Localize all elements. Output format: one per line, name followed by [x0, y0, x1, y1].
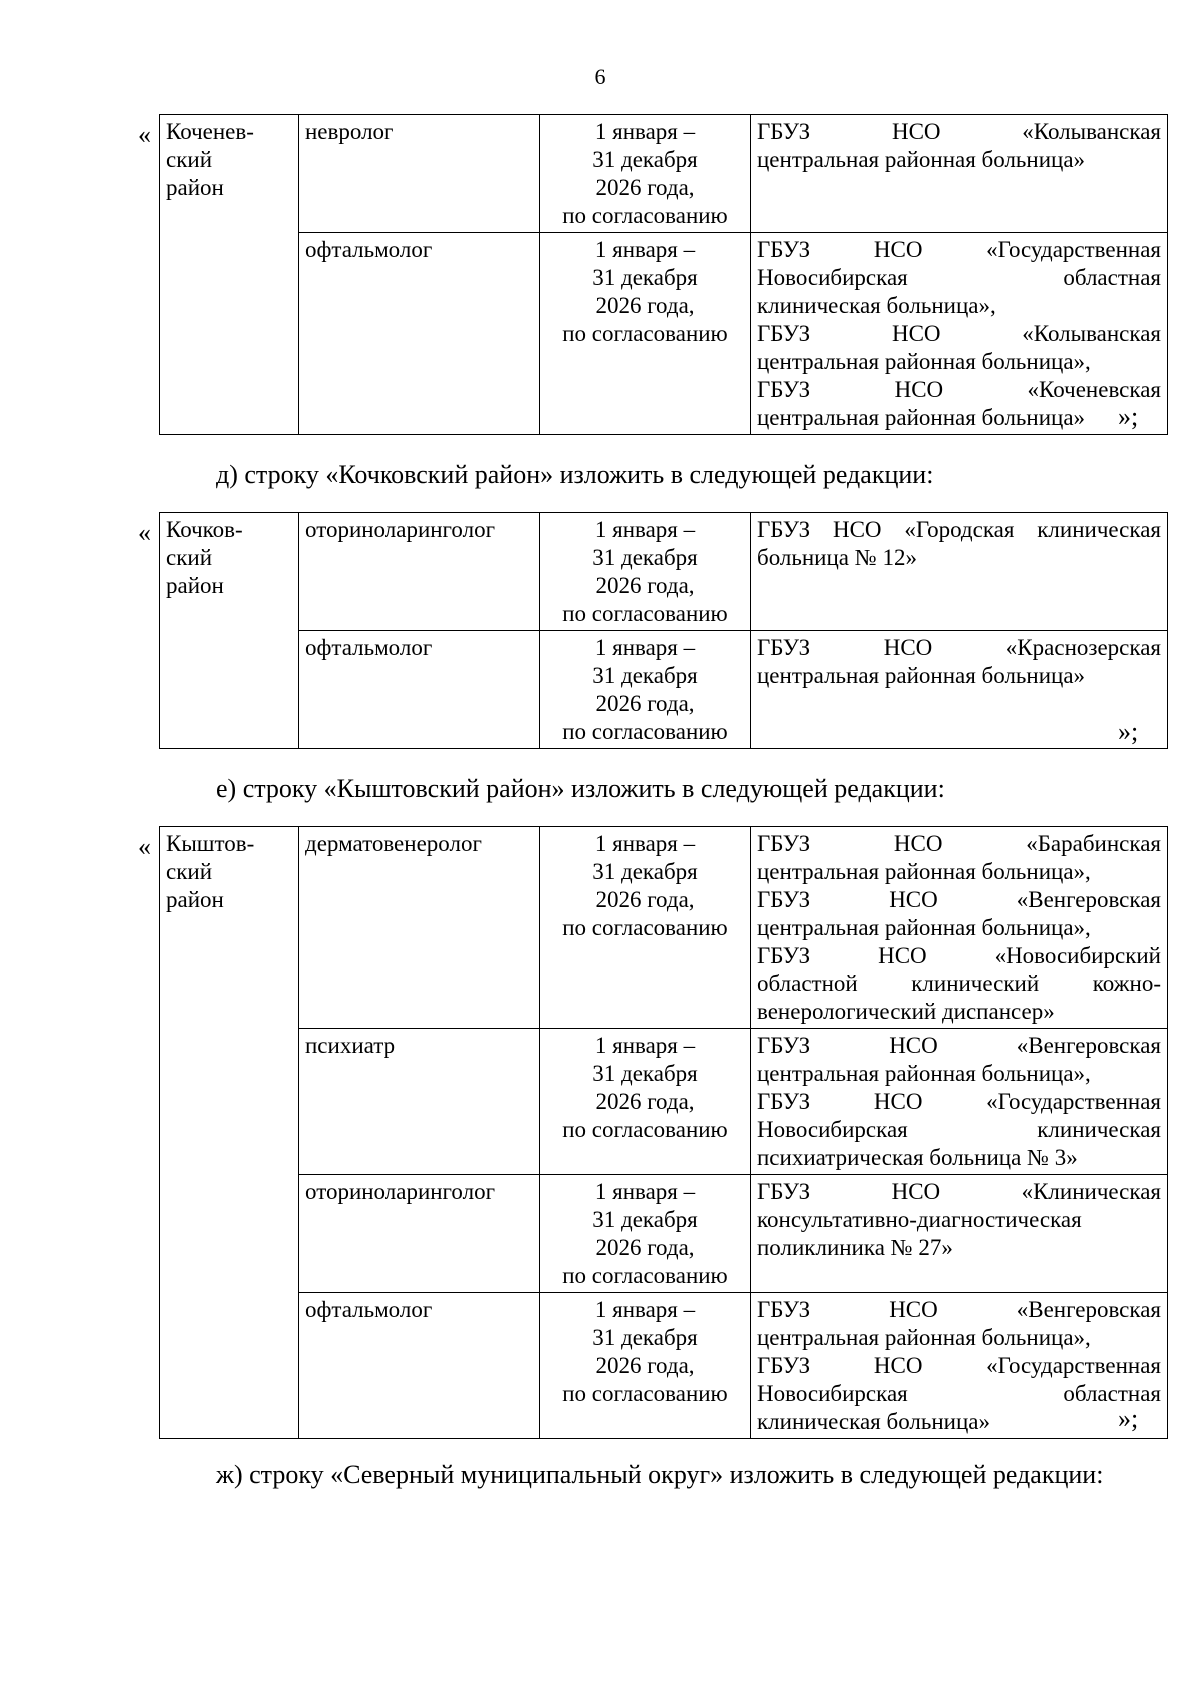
period-line: по согласованию [562, 1117, 728, 1142]
period-line: 2026 года, [595, 573, 695, 598]
institution-cell [751, 631, 1168, 749]
specialist-cell: офтальмолог [299, 1293, 540, 1439]
table-row [160, 1029, 1168, 1175]
institution-line: центральная районная больница», [757, 1325, 1091, 1350]
institution-line: центральная районная больница» [757, 147, 1086, 172]
closing-quote: »; [1118, 717, 1139, 746]
institution-line: ГБУЗ НСО «Коченевская [757, 377, 1161, 402]
period-line: 31 декабря [592, 1325, 698, 1350]
paragraph-d: д) строку «Кочковский район» изложить в следующей редакции: [216, 460, 934, 489]
institution-line: ГБУЗ НСО «Государственная [757, 1089, 1161, 1114]
district-line: район [166, 887, 224, 912]
district-line: ский [166, 545, 212, 570]
period-cell [540, 115, 751, 233]
period-line: 2026 года, [595, 1089, 695, 1114]
period-cell [540, 513, 751, 631]
district-line: ский [166, 859, 212, 884]
period-line: 31 декабря [592, 663, 698, 688]
period-cell [540, 1029, 751, 1175]
period-line: 31 декабря [592, 1061, 698, 1086]
institution-line: консультативно-диагностическая [757, 1207, 1082, 1232]
period-cell [540, 1293, 751, 1439]
institution-line: психиатрическая больница № 3» [757, 1145, 1078, 1170]
institution-line: ГБУЗ НСО «Барабинская [757, 831, 1161, 856]
period-line: 31 декабря [592, 147, 698, 172]
period-line: 1 января – [594, 1297, 696, 1322]
period-line: 1 января – [594, 635, 696, 660]
district-line: район [166, 573, 224, 598]
period-line: 2026 года, [595, 1353, 695, 1378]
period-line: 1 января – [594, 1033, 696, 1058]
table-kochkovsky [159, 512, 1168, 749]
period-cell [540, 827, 751, 1029]
specialist-cell: оториноларинголог [299, 1175, 540, 1293]
institution-line: центральная районная больница», [757, 349, 1091, 374]
institution-line: центральная районная больница», [757, 859, 1091, 884]
institution-line: ГБУЗ НСО «Клиническая [757, 1179, 1161, 1204]
period-cell [540, 631, 751, 749]
period-line: по согласованию [562, 321, 728, 346]
closing-quote: »; [1118, 402, 1139, 431]
table-kyshtovsky [159, 826, 1168, 1439]
institution-line: ГБУЗ НСО «Венгеровская [757, 887, 1161, 912]
district-cell [160, 115, 299, 435]
paragraph-zh: ж) строку «Северный муниципальный округ» изложить в следующей редакции: [216, 1460, 1104, 1489]
institution-line: ГБУЗ НСО «Государственная [757, 1353, 1161, 1378]
district-cell [160, 827, 299, 1439]
period-line: 31 декабря [592, 859, 698, 884]
institution-line: ГБУЗ НСО «Государственная [757, 237, 1161, 262]
specialist-cell: оториноларинголог [299, 513, 540, 631]
institution-line: клиническая больница» [757, 1409, 990, 1434]
institution-cell [751, 1293, 1168, 1439]
table-row [160, 827, 1168, 1029]
district-cell [160, 513, 299, 749]
institution-line: ГБУЗ НСО «Венгеровская [757, 1297, 1161, 1322]
table-row [160, 1293, 1168, 1439]
period-line: 2026 года, [595, 887, 695, 912]
table-kochenevsky [159, 114, 1168, 435]
institution-cell [751, 233, 1168, 435]
period-line: 31 декабря [592, 265, 698, 290]
period-line: 31 декабря [592, 545, 698, 570]
table-row [160, 631, 1168, 749]
institution-line: ГБУЗ НСО «Колыванская [757, 321, 1161, 346]
period-line: 2026 года, [595, 1235, 695, 1260]
period-line: 1 января – [594, 237, 696, 262]
period-line: по согласованию [562, 203, 728, 228]
specialist-cell: дерматовенеролог [299, 827, 540, 1029]
institution-cell [751, 513, 1168, 631]
institution-line: Новосибирская областная [757, 1381, 1161, 1406]
institution-line: ГБУЗ НСО «Венгеровская [757, 1033, 1161, 1058]
district-line: Коченев- [166, 119, 254, 144]
closing-quote: »; [1118, 1404, 1139, 1433]
period-line: 2026 года, [595, 691, 695, 716]
district-line: ский [166, 147, 212, 172]
specialist-cell: офтальмолог [299, 233, 540, 435]
institution-line: ГБУЗ НСО «Городская клиническая [757, 517, 1161, 542]
institution-line: центральная районная больница», [757, 915, 1091, 940]
period-line: по согласованию [562, 719, 728, 744]
table-row [160, 115, 1168, 233]
district-line: район [166, 175, 224, 200]
table-row [160, 1175, 1168, 1293]
period-line: 2026 года, [595, 293, 695, 318]
page-number: 6 [594, 64, 606, 89]
period-line: 1 января – [594, 831, 696, 856]
institution-line: ГБУЗ НСО «Колыванская [757, 119, 1161, 144]
period-cell [540, 233, 751, 435]
period-line: 31 декабря [592, 1207, 698, 1232]
period-line: 2026 года, [595, 175, 695, 200]
institution-line: Новосибирская областная [757, 265, 1161, 290]
institution-cell [751, 827, 1168, 1029]
institution-line: центральная районная больница» [757, 405, 1086, 430]
institution-line: больница № 12» [757, 545, 917, 570]
period-line: по согласованию [562, 601, 728, 626]
institution-line: поликлиника № 27» [757, 1235, 953, 1260]
specialist-cell: невролог [299, 115, 540, 233]
institution-cell [751, 1029, 1168, 1175]
opening-quote: « [138, 120, 151, 149]
period-line: 1 января – [594, 119, 696, 144]
specialist-cell: офтальмолог [299, 631, 540, 749]
institution-line: венерологический диспансер» [757, 999, 1055, 1024]
institution-line: Новосибирская клиническая [757, 1117, 1161, 1142]
opening-quote: « [138, 518, 151, 547]
period-line: по согласованию [562, 1381, 728, 1406]
period-line: 1 января – [594, 1179, 696, 1204]
district-line: Кыштов- [166, 831, 255, 856]
institution-line: областной клинический кожно- [757, 971, 1161, 996]
institution-cell [751, 115, 1168, 233]
table-row [160, 513, 1168, 631]
institution-line: ГБУЗ НСО «Новосибирский [757, 943, 1161, 968]
specialist-cell: психиатр [299, 1029, 540, 1175]
institution-line: центральная районная больница», [757, 1061, 1091, 1086]
opening-quote: « [138, 832, 151, 861]
period-cell [540, 1175, 751, 1293]
period-line: по согласованию [562, 1263, 728, 1288]
district-line: Кочков- [166, 517, 243, 542]
institution-line: центральная районная больница» [757, 663, 1086, 688]
institution-line: клиническая больница», [757, 293, 996, 318]
institution-line: ГБУЗ НСО «Краснозерская [757, 635, 1161, 660]
table-row [160, 233, 1168, 435]
paragraph-e: е) строку «Кыштовский район» изложить в следующей редакции: [216, 774, 945, 803]
period-line: 1 января – [594, 517, 696, 542]
period-line: по согласованию [562, 915, 728, 940]
institution-cell [751, 1175, 1168, 1293]
